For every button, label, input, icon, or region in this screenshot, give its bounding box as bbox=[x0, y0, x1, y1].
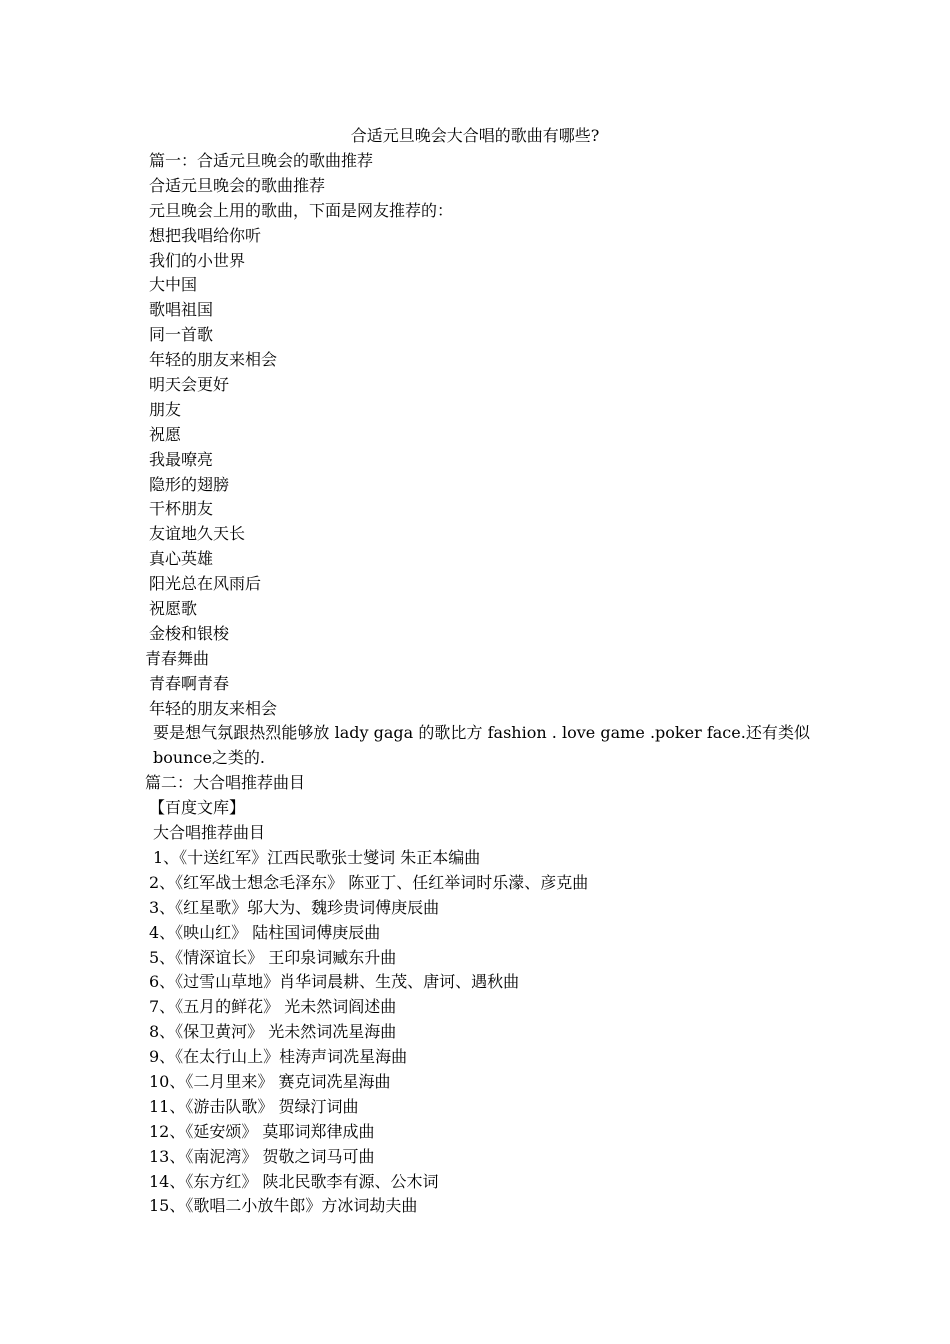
list-item: 3、《红星歌》邬大为、魏珍贵词傅庚辰曲 bbox=[149, 897, 440, 917]
list-item: 干杯朋友 bbox=[149, 499, 214, 519]
list-item: 14、《东方红》 陕北民歌李有源、公木词 bbox=[149, 1171, 439, 1191]
list-item: 年轻的朋友来相会 bbox=[149, 350, 278, 370]
list-item: 阳光总在风雨后 bbox=[149, 574, 262, 594]
list-item: 年轻的朋友来相会 bbox=[149, 698, 278, 718]
document-body bbox=[145, 149, 810, 1219]
list-item: 金梭和银梭 bbox=[149, 623, 230, 643]
list-item: 真心英雄 bbox=[149, 549, 214, 569]
list-item: 13、《南泥湾》 贺敬之词马可曲 bbox=[149, 1146, 375, 1166]
list-item: 7、《五月的鲜花》 光未然词阎述曲 bbox=[149, 997, 397, 1017]
list-item: 4、《映山红》 陆柱国词傅庚辰曲 bbox=[149, 922, 381, 942]
list-item: 1、《十送红军》江西民歌张士燮词 朱正本编曲 bbox=[153, 847, 481, 867]
list-item: 朋友 bbox=[149, 399, 182, 419]
list-item: 祝愿 bbox=[149, 424, 182, 444]
list-item: 大中国 bbox=[149, 275, 198, 295]
part1-intro: 元旦晚会上用的歌曲，下面是网友推荐的： bbox=[149, 200, 454, 220]
list-item: 想把我唱给你听 bbox=[149, 225, 262, 245]
list-item: 10、《二月里来》 赛克词冼星海曲 bbox=[149, 1071, 391, 1091]
list-item: 12、《延安颂》 莫耶词郑律成曲 bbox=[149, 1121, 375, 1141]
list-item: 明天会更好 bbox=[149, 375, 230, 395]
list-item: 5、《情深谊长》 王印泉词臧东升曲 bbox=[149, 947, 397, 967]
list-item: 友谊地久天长 bbox=[149, 524, 246, 544]
list-item: 歌唱祖国 bbox=[149, 300, 214, 320]
list-item: 我最嘹亮 bbox=[149, 449, 214, 469]
part1-subheading: 合适元旦晚会的歌曲推荐 bbox=[149, 175, 326, 195]
list-item: 6、《过雪山草地》肖华词晨耕、生茂、唐诃、遇秋曲 bbox=[149, 972, 520, 992]
part2-source: 【百度文库】 bbox=[149, 798, 246, 818]
part1-note-text: 要是想气氛跟热烈能够放 lady gaga 的歌比方 fashion . love game .poker face.还有类似 bounce之类的. bbox=[153, 723, 810, 768]
list-item: 15、《歌唱二小放牛郎》方冰词劫夫曲 bbox=[149, 1196, 418, 1216]
part1-song-list bbox=[145, 224, 810, 722]
part2-subheading: 大合唱推荐曲目 bbox=[153, 823, 266, 843]
list-item: 我们的小世界 bbox=[149, 250, 246, 270]
list-item: 2、《红军战士想念毛泽东》 陈亚丁、任红举词时乐濛、彦克曲 bbox=[149, 872, 589, 892]
list-item: 青春舞曲 bbox=[145, 648, 210, 668]
document-title: 合适元旦晚会大合唱的歌曲有哪些? bbox=[350, 126, 600, 145]
list-item: 8、《保卫黄河》 光未然词冼星海曲 bbox=[149, 1022, 397, 1042]
part2-heading: 篇二：大合唱推荐曲目 bbox=[145, 773, 306, 793]
part1-note bbox=[145, 721, 810, 771]
list-item: 隐形的翅膀 bbox=[149, 474, 230, 494]
list-item: 青春啊青春 bbox=[149, 673, 230, 693]
list-item: 同一首歌 bbox=[149, 325, 214, 345]
list-item: 9、《在太行山上》桂涛声词冼星海曲 bbox=[149, 1047, 408, 1067]
list-item: 祝愿歌 bbox=[149, 599, 198, 619]
part2-item-list bbox=[145, 846, 810, 1219]
list-item: 11、《游击队歌》 贺绿汀词曲 bbox=[149, 1096, 359, 1116]
part1-heading: 篇一：合适元旦晚会的歌曲推荐 bbox=[149, 151, 374, 170]
